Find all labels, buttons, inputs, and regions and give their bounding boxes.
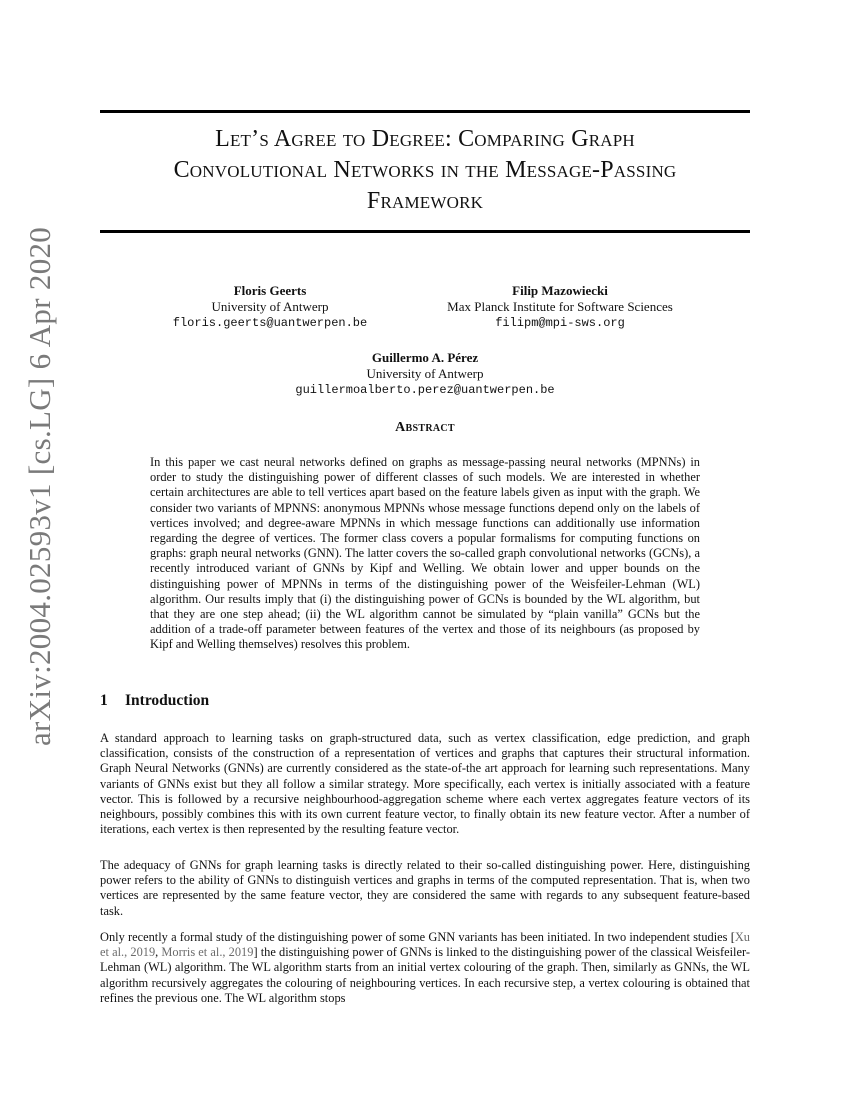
author-affiliation: University of Antwerp xyxy=(211,299,329,314)
author-email[interactable]: filipm@mpi-sws.org xyxy=(495,316,625,330)
paragraph-text: , xyxy=(155,945,162,960)
author-affiliation: University of Antwerp xyxy=(366,366,484,381)
author-email[interactable]: floris.geerts@uantwerpen.be xyxy=(172,316,368,330)
author-name: Filip Mazowiecki xyxy=(512,283,608,298)
intro-paragraph-1: A standard approach to learning tasks on graph-structured data, such as vertex classification, edge prediction, and graph classification, consists of the construction of a representation of vertices and graphs that captures their structural information. Graph Neural Networks (GNNs) are currently considered as the state-of-the art approach for learning such representations. Many variants of GNNs exist but they all follow a similar strategy. More specifically, each vertex is initially associated with a feature vector. This is followed by a recursive neighbourhood-aggregation scheme where each vertex aggregates feature vectors of its neighbours, possibly combines this with its own current feature vector, to finally obtain its new feature vector. After a number of iterations, each vertex is then represented by the resulting feature vector. xyxy=(100,731,750,837)
author-affiliation: Max Planck Institute for Software Sciences xyxy=(447,299,673,314)
intro-paragraph-2: The adequacy of GNNs for graph learning tasks is directly related to their so-called distinguishing power. Here, distinguishing power refers to the ability of GNNs to distinguish vertices and graphs in terms of the computed representation. That is, when two vertices are represented by the same feature vector, they are considered the same with regards to any subsequent feature-based task. xyxy=(100,858,750,918)
author-block xyxy=(160,283,380,331)
section-number: 1 xyxy=(100,692,108,709)
author-name: Floris Geerts xyxy=(233,283,307,298)
arxiv-identifier-stamp[interactable]: arXiv:2004.02593v1 [cs.LG] 6 Apr 2020 xyxy=(22,226,57,746)
title-line: Convolutional Networks in the Message-Passing xyxy=(173,157,677,183)
paragraph-text: Only recently a formal study of the distinguishing power of some GNN variants has been initiated. In two independent studies [ xyxy=(100,930,735,944)
author-email[interactable]: guillermoalberto.perez@uantwerpen.be xyxy=(295,383,555,397)
section-title: Introduction xyxy=(125,692,210,709)
author-block xyxy=(250,350,600,398)
intro-paragraph-3 xyxy=(100,930,750,1006)
abstract-text: In this paper we cast neural networks defined on graphs as message-passing neural networks (MPNNs) in order to study the distinguishing power of different classes of such models. We are interested in whether certain architectures are able to tell vertices apart based on the feature labels given as input with the graph. We consider two variants of MPNNS: anonymous MPNNs whose message functions depend only on the labels of vertices involved; and degree-aware MPNNs in which message functions can additionally use information regarding the degree of vertices. The former class covers a popular formalisms for computing functions on graphs: graph neural networks (GNN). The latter covers the so-called graph convolutional networks (GCNs), a recently introduced variant of GNNs by Kipf and Welling. We obtain lower and upper bounds on the distinguishing power of MPNNs in terms of the distinguishing power of the Weisfeiler-Lehman (WL) algorithm. Our results imply that (i) the distinguishing power of GCNs is bounded by the WL algorithm, but that they are one step ahead; (ii) the WL algorithm cannot be simulated by “plain vanilla” GCNs but the addition of a trade-off parameter between features of the vertex and those of its neighbours (as proposed by Kipf and Welling themselves) resolves this problem. xyxy=(150,455,700,652)
title-line: Framework xyxy=(366,188,484,214)
paper-title xyxy=(100,124,750,217)
title-line: Let’s Agree to Degree: Comparing Graph xyxy=(215,126,635,152)
paragraph-text: ] the distinguishing power of GNNs is linked to the distinguishing power of the classical Weisfeiler-Lehman (WL) algorithm. The WL algorithm starts from an initial vertex colouring of the graph. Then, similarly as GNNs, the WL algorithm recursively aggregates the colouring of neighbouring vertices. In each recursive step, a vertex colouring is obtained that refines the previous one. The WL algorithm stops xyxy=(100,945,750,1005)
author-name: Guillermo A. Pérez xyxy=(371,350,479,365)
section-heading xyxy=(100,692,750,710)
abstract-heading: Abstract xyxy=(395,420,455,435)
citation-link[interactable]: Morris et al., 2019 xyxy=(161,945,254,960)
title-rule-bottom xyxy=(100,230,750,233)
author-block xyxy=(430,283,690,331)
citation-link[interactable]: Xu et al., 2019 xyxy=(100,930,750,960)
title-rule-top xyxy=(100,110,750,113)
